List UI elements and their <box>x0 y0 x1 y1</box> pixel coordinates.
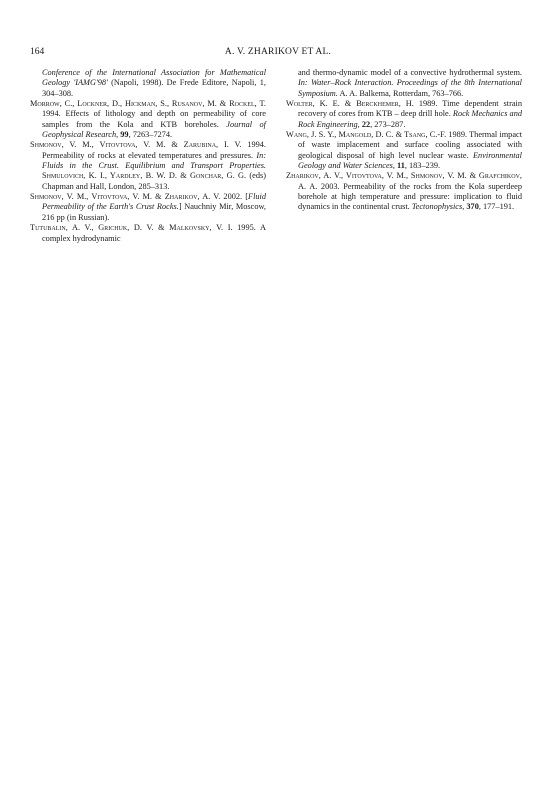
reference-entry <box>30 140 266 192</box>
reference-entry <box>30 192 266 223</box>
reference-text: , <box>392 161 398 171</box>
reference-authors: Zharikov, A. V., Vitovtova, V. M., Shmonov, V. M. & Grafchikov, A. A. <box>286 171 522 191</box>
reference-text: , 183–239. <box>404 161 441 171</box>
reference-text: 2002. [ <box>220 192 248 202</box>
running-head: A. V. ZHARIKOV ET AL. <box>224 47 332 57</box>
reference-text: and thermo-dynamic model of a convective hydrothermal system. <box>298 68 522 77</box>
page-number: 164 <box>30 47 45 57</box>
reference-source: In: Water–Rock Interaction. Proceedings of the 8th International Symposium. <box>298 78 522 98</box>
reference-volume: 370 <box>466 202 479 212</box>
reference-source: Journal of Geophysical Research <box>42 119 266 140</box>
reference-authors: Tutubalin, A. V., Grichuk, D. V. & Malkovsky, V. I. <box>30 223 233 233</box>
reference-text: 1994. Permeability of rocks at elevated temperatures and pressures. <box>42 140 266 160</box>
references-left-column <box>30 68 266 244</box>
reference-authors: Wolter, K. E. & Berckhemer, H. <box>286 99 414 109</box>
reference-text: (Napoli, 1998). De Frede Editore, Napoli, 1, 304–308. <box>42 78 266 98</box>
reference-continuation <box>30 68 266 99</box>
reference-text: A. A. Balkema, Rotterdam, 763–766. <box>337 88 464 98</box>
reference-text: ] Nauchniy Mir, Moscow, 216 pp (in Russian). <box>42 202 267 222</box>
reference-authors: Shmonov, V. M., Vitovtova, V. M. & Zharikov, A. V. <box>30 192 221 202</box>
reference-authors: Wang, J. S. Y., Mangold, D. C. & Tsang, C.-F. <box>286 130 447 140</box>
reference-text: 1995. A complex hydrodynamic <box>42 223 266 243</box>
reference-entry <box>30 223 266 244</box>
reference-source: Conference of the International Association for Mathematical Geology 'IAMG'98' <box>42 68 266 88</box>
reference-text: , 273–287. <box>370 119 406 129</box>
reference-source: In: Fluids in the Crust. Equilibrium and Transport Properties. <box>42 150 266 171</box>
reference-text: 1994. Effects of lithology and depth on permeability of core samples from the Kola and KTB boreholes. <box>42 109 266 129</box>
reference-source: Fluid Permeability of the Earth's Crust Rocks. <box>42 192 266 212</box>
reference-continuation <box>286 68 522 99</box>
reference-text: , <box>357 119 362 129</box>
reference-source: Rock Mechanics and Rock Engineering <box>298 109 522 129</box>
reference-volume: 99 <box>120 130 129 140</box>
reference-text: (eds) Chapman and Hall, London, 285–313. <box>42 171 266 191</box>
reference-entry <box>286 130 522 171</box>
reference-source: Tectonophysics <box>411 202 463 212</box>
reference-text: 1989. Thermal impact of waste implacement and surface cooling associated with geological disposal of high level nuclear waste. <box>298 130 522 160</box>
reference-text: 1989. Time dependent strain recovery of cores from KTB – deep drill hole. <box>298 99 522 119</box>
reference-text: , 177–191. <box>478 202 515 212</box>
reference-entry <box>30 99 266 140</box>
reference-volume: 22 <box>361 119 371 129</box>
reference-text: , <box>116 130 121 140</box>
reference-source: Environmental Geology and Water Sciences <box>298 150 522 171</box>
reference-entry <box>286 99 522 130</box>
reference-volume: 11 <box>397 161 405 171</box>
references-right-column <box>286 68 522 213</box>
reference-authors: Shmonov, V. M., Vitovtova, V. M. & Zarubina, I. V. <box>30 140 242 150</box>
reference-authors: Shmulovich, K. I., Yardley, B. W. D. & Gonchar, G. G. <box>42 171 247 181</box>
reference-text: , <box>462 202 467 212</box>
reference-text: , 7263–7274. <box>128 130 173 140</box>
reference-entry <box>286 171 522 212</box>
reference-authors: Morrow, C., Lockner, D., Hickman, S., Rusanov, M. & Rockel, T. <box>30 99 266 109</box>
reference-text: 2003. Permeability of the rocks from the Kola superdeep borehole at high temperature and pressure: implication to fluid dynamics in the continental crust. <box>298 181 522 212</box>
